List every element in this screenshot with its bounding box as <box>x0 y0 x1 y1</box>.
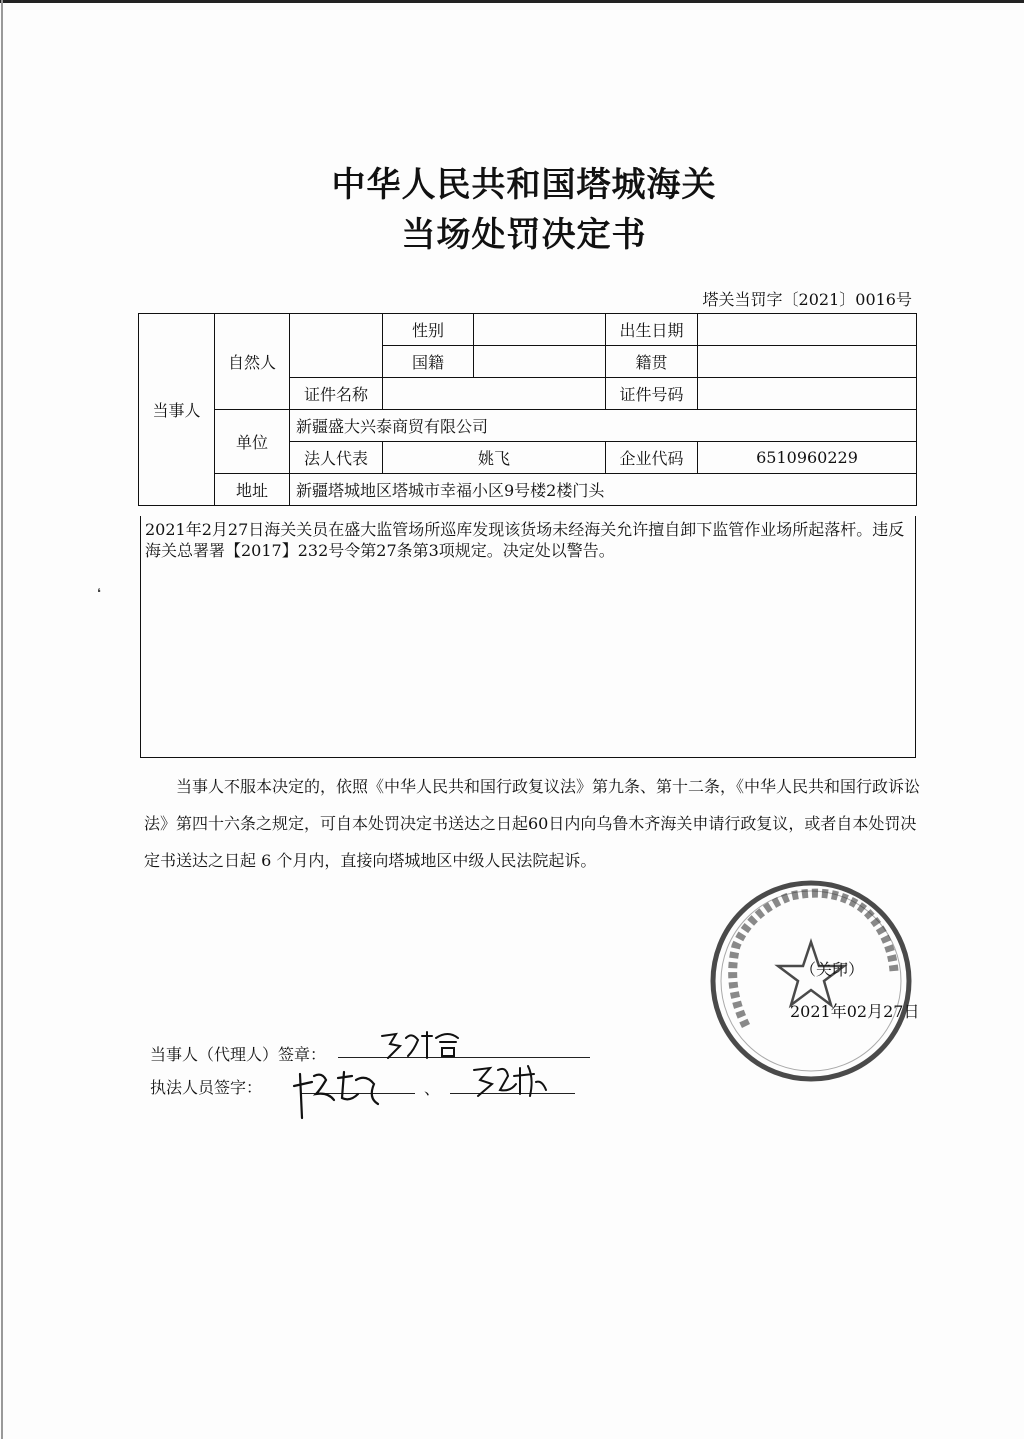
seal-date: 2021年02月27日 <box>790 1002 920 1021</box>
page-left-edge <box>1 0 3 1439</box>
id-number-label: 证件号码 <box>606 378 698 410</box>
document-title-line1: 中华人民共和国塔城海关 <box>331 165 717 205</box>
birthdate-value <box>698 314 917 346</box>
legal-rep-label: 法人代表 <box>290 442 383 474</box>
appeal-notice: 当事人不服本决定的，依照《中华人民共和国行政复议法》第九条、第十二条，《中华人民共和国行政诉讼法》第四十六条之规定，可自本处罚决定书送达之日起60日内向乌鲁木齐海关申请行政复议，或者自本处罚决定书送达之日起 6 个月内，直接向塔城地区中级人民法院起诉。 <box>144 777 921 870</box>
legal-rep-value: 姚飞 <box>383 442 606 474</box>
unit-name: 新疆盛大兴泰商贸有限公司 <box>290 410 917 442</box>
customs-seal <box>706 876 916 1086</box>
id-name-label: 证件名称 <box>290 378 383 410</box>
id-name-value <box>383 378 606 410</box>
officer-handwritten-signature-2 <box>470 1062 550 1106</box>
seal-label: （关印） <box>800 960 865 979</box>
nationality-value <box>474 346 606 378</box>
gender-label: 性别 <box>383 314 474 346</box>
enterprise-code-value: 6510960229 <box>698 442 917 474</box>
document-title-line2: 当场处罚决定书 <box>401 215 647 255</box>
signature-separator: 、 <box>424 1079 441 1098</box>
document-number: 塔关当罚字〔2021〕0016号 <box>702 290 912 309</box>
scan-mark: ❛ <box>97 586 101 600</box>
birthdate-label: 出生日期 <box>606 314 698 346</box>
party-signature-label: 当事人（代理人）签章： <box>150 1045 327 1064</box>
party-handwritten-signature <box>378 1028 468 1066</box>
officer-signature-label: 执法人员签字： <box>150 1078 263 1097</box>
party-label: 当事人 <box>139 314 215 506</box>
page-top-edge <box>0 0 1024 3</box>
nationality-label: 国籍 <box>383 346 474 378</box>
native-place-label: 籍贯 <box>606 346 698 378</box>
enterprise-code-label: 企业代码 <box>606 442 698 474</box>
address-label: 地址 <box>215 474 290 506</box>
seal-stamp-graphic <box>706 876 916 1086</box>
address-value: 新疆塔城地区塔城市幸福小区9号楼2楼门头 <box>290 474 917 506</box>
unit-label: 单位 <box>215 410 290 474</box>
photo-blank-cell <box>290 314 383 378</box>
id-number-value <box>698 378 917 410</box>
natural-person-label: 自然人 <box>215 314 290 410</box>
officer-handwritten-signature-1 <box>292 1064 382 1126</box>
native-place-value <box>698 346 917 378</box>
party-info-table <box>138 313 917 506</box>
violation-facts: 2021年2月27日海关关员在盛大监管场所巡库发现该货场未经海关允许擅自卸下监管作业场所起落杆。违反海关总署署【2017】232号令第27条第3项规定。决定处以警告。 <box>140 516 916 758</box>
gender-value <box>474 314 606 346</box>
